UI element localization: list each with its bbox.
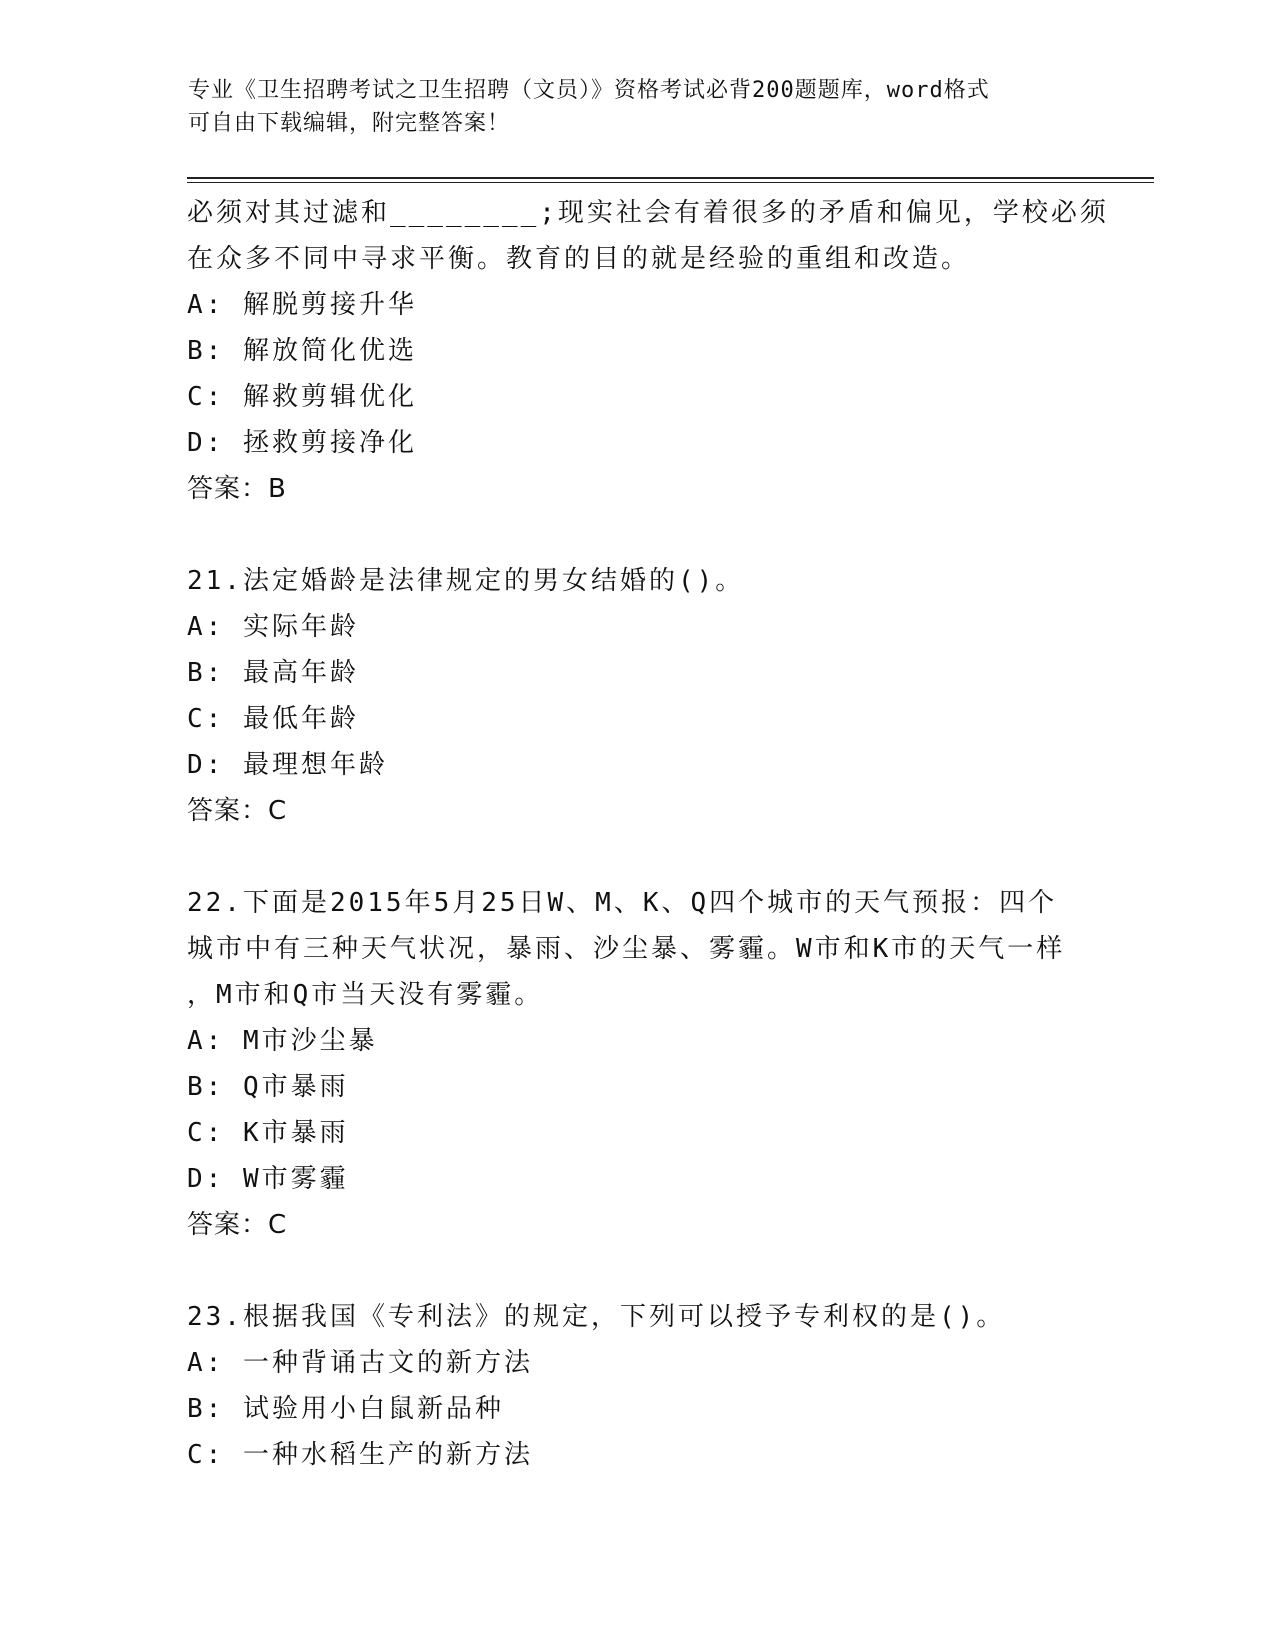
option-a: A: M市沙尘暴 [187, 1026, 378, 1056]
answer-label: 答案：C [187, 1210, 288, 1240]
question-spacer [187, 834, 1087, 880]
header-divider-thick [187, 177, 1154, 179]
option-d: D: W市雾霾 [187, 1164, 349, 1194]
question-spacer [187, 512, 1087, 558]
question-stem-line: 21.法定婚龄是法律规定的男女结婚的()。 [187, 566, 745, 596]
option-b: B: 最高年龄 [187, 658, 359, 688]
option-c: C: K市暴雨 [187, 1118, 349, 1148]
option-b: B: 试验用小白鼠新品种 [187, 1394, 504, 1424]
question-spacer [187, 1248, 1087, 1294]
header-line-1: 专业《卫生招聘考试之卫生招聘（文员）》资格考试必背200题题库，word格式 [188, 78, 990, 103]
document-header [188, 74, 1088, 140]
question-stem-line: 必须对其过滤和________;现实社会有着很多的矛盾和偏见，学校必须 [187, 198, 1109, 228]
question-21 [187, 558, 1087, 834]
header-divider-thin [187, 182, 1154, 183]
question-stem-line: 22.下面是2015年5月25日W、M、K、Q四个城市的天气预报：四个 [187, 888, 1058, 918]
header-line-2: 可自由下载编辑，附完整答案！ [188, 111, 511, 136]
answer-label: 答案：B [187, 474, 287, 504]
question-23 [187, 1294, 1087, 1478]
option-d: D: 最理想年龄 [187, 750, 388, 780]
option-a: A: 实际年龄 [187, 612, 359, 642]
question-stem-line: 23.根据我国《专利法》的规定，下列可以授予专利权的是()。 [187, 1302, 1006, 1332]
option-c: C: 解救剪辑优化 [187, 382, 417, 412]
question-stem-line: 城市中有三种天气状况，暴雨、沙尘暴、雾霾。W市和K市的天气一样 [187, 934, 1066, 964]
question-20-continued [187, 190, 1109, 512]
option-d: D: 拯救剪接净化 [187, 428, 417, 458]
question-stem-line: 在众多不同中寻求平衡。教育的目的就是经验的重组和改造。 [187, 244, 971, 274]
question-22 [187, 880, 1087, 1248]
option-a: A: 解脱剪接升华 [187, 290, 417, 320]
option-c: C: 一种水稻生产的新方法 [187, 1440, 533, 1470]
option-a: A: 一种背诵古文的新方法 [187, 1348, 533, 1378]
option-b: B: Q市暴雨 [187, 1072, 349, 1102]
answer-label: 答案：C [187, 796, 288, 826]
question-stem-line: ，M市和Q市当天没有雾霾。 [187, 980, 544, 1010]
option-c: C: 最低年龄 [187, 704, 359, 734]
question-list [187, 190, 1109, 1478]
option-b: B: 解放简化优选 [187, 336, 417, 366]
